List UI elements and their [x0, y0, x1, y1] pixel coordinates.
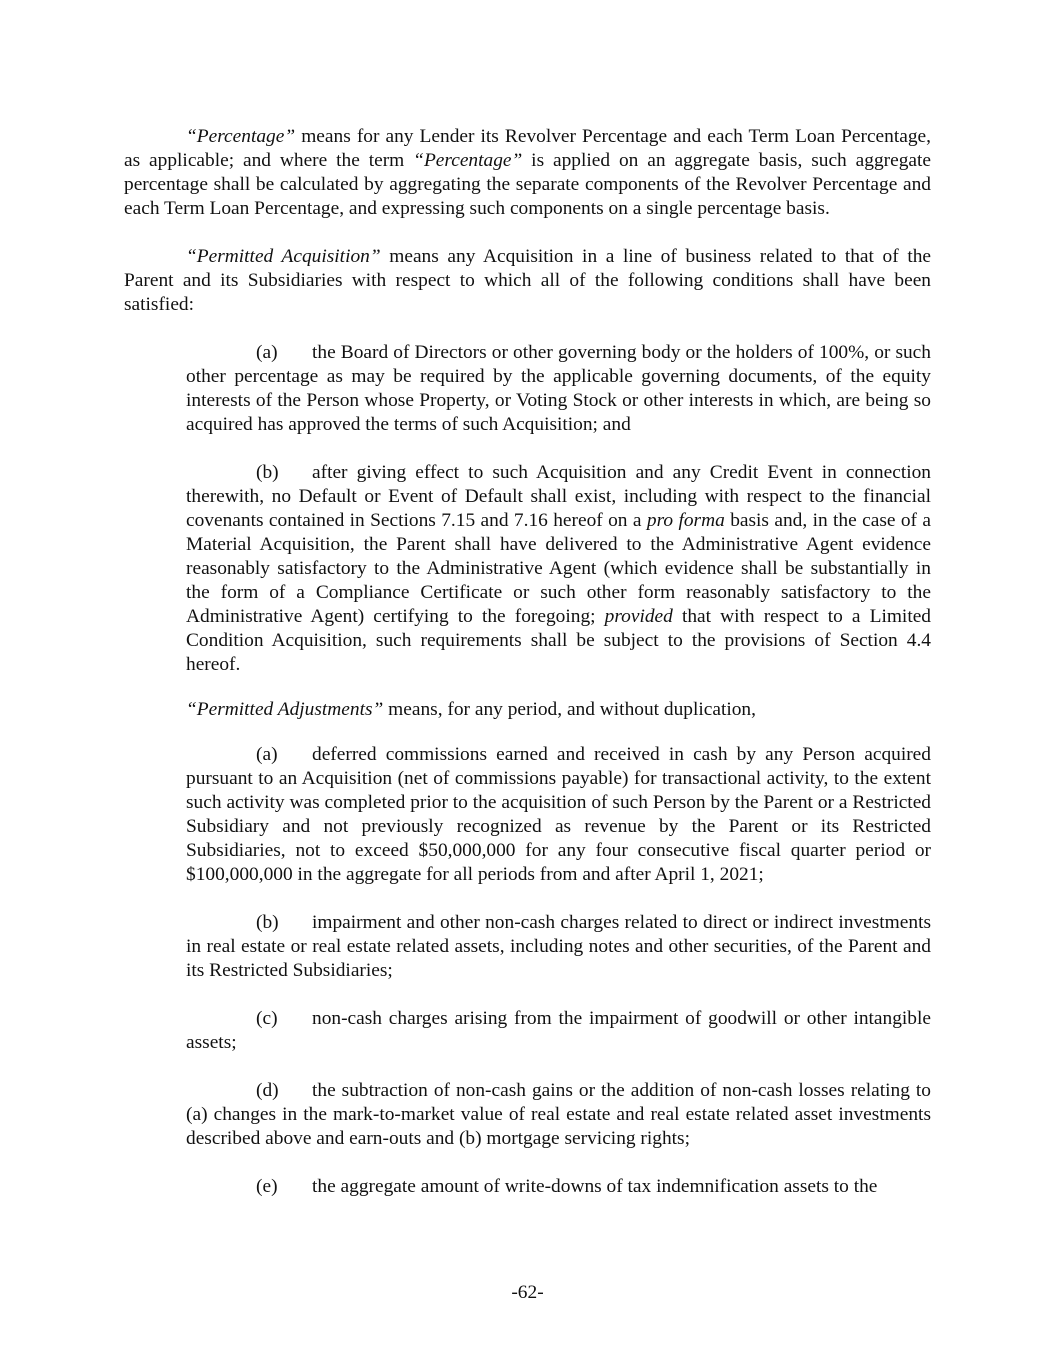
clause-item — [186, 461, 931, 677]
clause-label: (a) — [256, 744, 278, 765]
definition-permitted-adjustments — [186, 698, 931, 722]
defined-term: “Percentage” — [186, 126, 296, 147]
clause-label: (b) — [256, 462, 279, 483]
defined-term: “Permitted Adjustments” — [186, 699, 384, 720]
clause-text: that with respect to a Limited Condition Acquisition, such requirements shall be subject to the provisions of Section 4.4 hereof. — [186, 606, 932, 675]
clause-label: (e) — [256, 1176, 278, 1197]
defined-term-reference: “Percentage” — [413, 150, 523, 171]
definition-permitted-acquisition — [124, 245, 931, 317]
clause-text: the subtraction of non-cash gains or the addition of non-cash losses relating to (a) changes in the mark-to-market value of real estate and real estate related asset investments described above and earn-outs and (b) mortgage servicing rights; — [186, 1080, 931, 1149]
clause-item — [186, 911, 931, 983]
clause-text: the Board of Directors or other governing body or the holders of 100%, or such other percentage as may be required by the applicable governing documents, of the equity interests of the Person whose Property, or Voting Stock or other interests in which, are being so acquired has approved the terms of such Acquisition; and — [186, 342, 931, 435]
definition-text: means any Acquisition in a line of business related to that of the Parent and its Subsidiaries with respect to which all of the following conditions shall have been satisfied: — [124, 246, 932, 315]
definition-percentage — [124, 125, 931, 221]
defined-term: “Permitted Acquisition” — [186, 246, 381, 267]
clause-italic: provided — [604, 606, 673, 627]
definition-text: is applied on an aggregate basis, such aggregate percentage shall be calculated by aggregating the separate components of the Revolver Percentage and each Term Loan Percentage, and expressing such components on a single percentage basis. — [124, 150, 932, 219]
clause-text: the aggregate amount of write-downs of tax indemnification assets to the — [312, 1176, 878, 1197]
definition-text: means, for any period, and without duplication, — [383, 699, 756, 720]
clause-text: after giving effect to such Acquisition and any Credit Event in connection therewith, no Default or Event of Default shall exist, including with respect to the financial covenants contained in Sections 7.15 and 7.16 hereof on a — [186, 462, 931, 531]
clause-label: (c) — [256, 1008, 278, 1029]
definition-text: means for any Lender its Revolver Percentage and each Term Loan Percentage, as applicable; and where the term — [124, 126, 931, 171]
clause-item — [186, 743, 931, 887]
document-page — [124, 125, 931, 1199]
clause-italic: pro forma — [646, 510, 725, 531]
clause-text: basis and, in the case of a Material Acquisition, the Parent shall have delivered to the Administrative Agent evidence reasonably satisfactory to the Administrative Agent (which evidence shall be substantially in the form of a Compliance Certificate or such other form reasonably satisfactory to the Administrative Agent) certifying to the foregoing; — [186, 510, 931, 627]
clause-item — [186, 341, 931, 437]
clause-item — [186, 1079, 931, 1151]
clause-label: (d) — [256, 1080, 279, 1101]
clause-item — [186, 1175, 931, 1199]
clause-label: (b) — [256, 912, 279, 933]
clause-text: non-cash charges arising from the impairment of goodwill or other intangible assets; — [186, 1008, 931, 1053]
page-number: -62- — [511, 1282, 544, 1303]
clause-text: deferred commissions earned and received in cash by any Person acquired pursuant to an Acquisition (net of commissions payable) for transactional activity, to the extent such activity was completed prior to the acquisition of such Person by the Parent or a Restricted Subsidiary and not previously recognized as revenue by the Parent or its Restricted Subsidiaries, not to exceed $50,000,000 for any four consecutive fiscal quarter period or $100,000,000 in the aggregate for all periods from and after April 1, 2021; — [186, 744, 931, 885]
clause-item — [186, 1007, 931, 1055]
clause-label: (a) — [256, 342, 278, 363]
clause-text: impairment and other non-cash charges related to direct or indirect investments in real estate or real estate related assets, including notes and other securities, of the Parent and its Restricted Subsidiaries; — [186, 912, 931, 981]
